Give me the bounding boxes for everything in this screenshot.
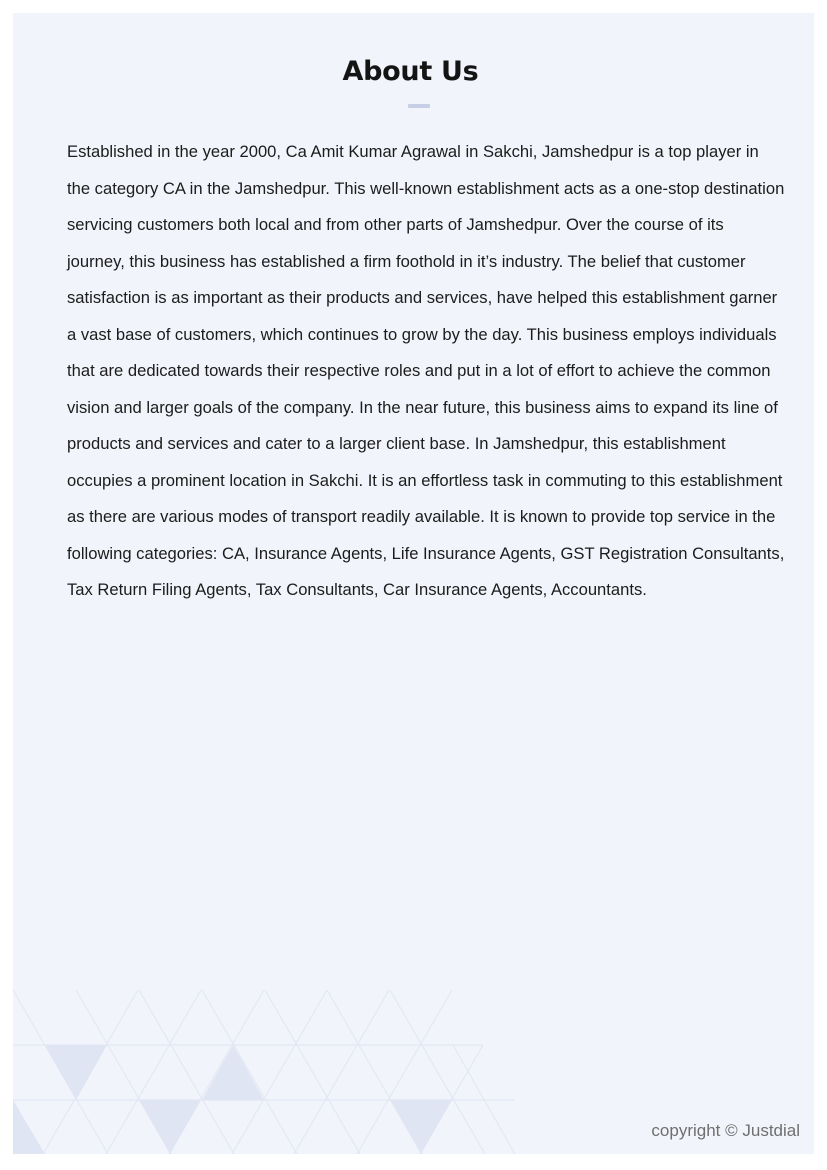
copyright-text: copyright © Justdial (651, 1121, 800, 1140)
about-paragraph: Established in the year 2000, Ca Amit Kumar Agrawal in Sakchi, Jamshedpur is a top player in the category CA in the Jamshedpur. This well-known establishment acts as a one-stop destination servicing customers both local and from other parts of Jamshedpur. Over the course of its journey, this business has established a firm foothold in it’s industry. The belief that customer satisfaction is as important as their products and services, have helped this establishment garner a vast base of customers, which continues to grow by the day. This business employs individuals that are dedicated towards their respective roles and put in a lot of effort to achieve the common vision and larger goals of the company. In the near future, this business aims to expand its line of products and services and cater to a larger client base. In Jamshedpur, this establishment occupies a prominent location in Sakchi. It is an effortless task in commuting to this establishment as there are various modes of transport readily available. It is known to provide top service in the following categories: CA, Insurance Agents, Life Insurance Agents, GST Registration Consultants, Tax Return Filing Agents, Tax Consultants, Car Insurance Agents, Accountants. (67, 142, 785, 599)
triangle-pattern-decoration (13, 990, 515, 1154)
title-underline (408, 104, 430, 108)
page-title: About Us (342, 56, 479, 87)
